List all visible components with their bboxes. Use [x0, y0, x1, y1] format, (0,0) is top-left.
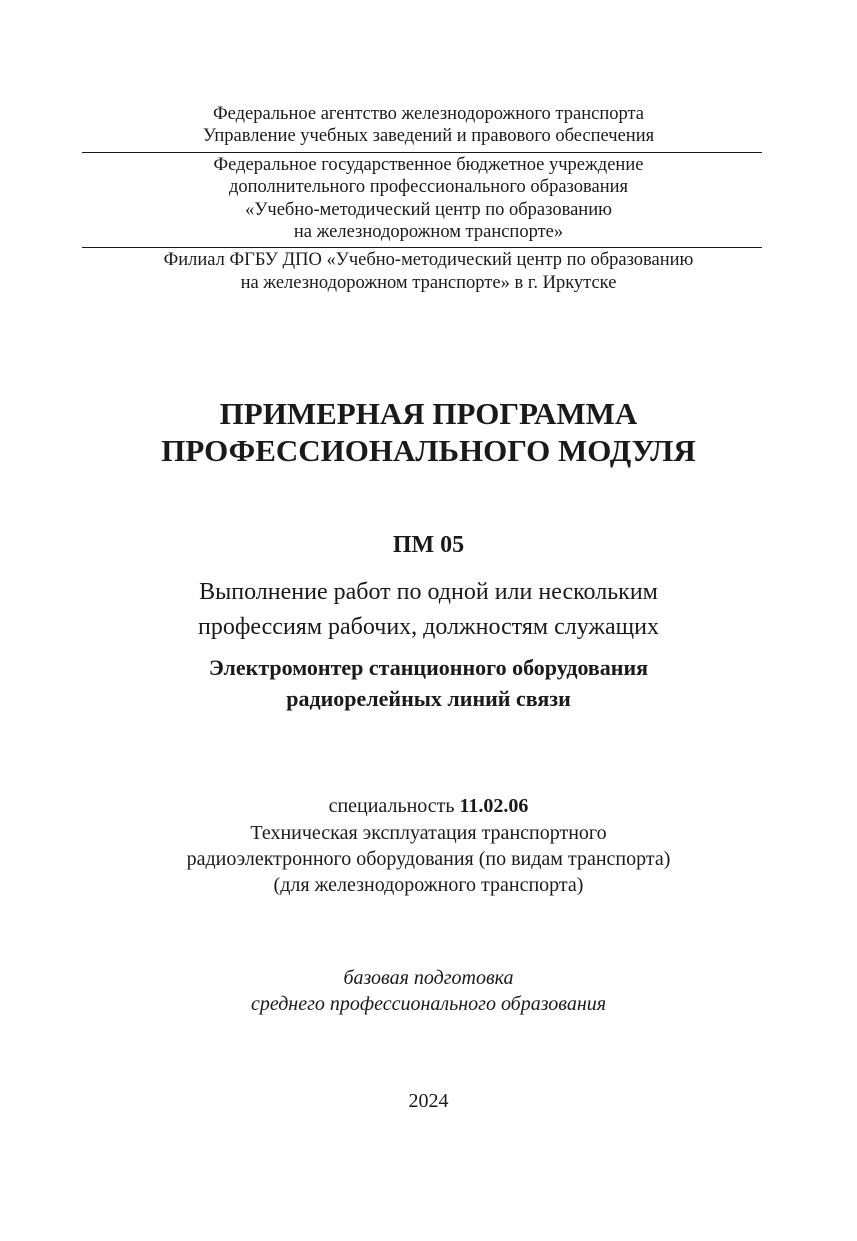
- institution-line: на железнодорожном транспорте»: [293, 222, 564, 242]
- specialty-heading: [0, 794, 857, 818]
- training-level: среднего профессионального образования: [250, 993, 607, 1015]
- publication-year: 2024: [408, 1090, 449, 1112]
- specialty-name: (для железнодорожного транспорта): [273, 874, 584, 896]
- module-name: Выполнение работ по одной или нескольким: [199, 579, 658, 605]
- agency-name: Федеральное агентство железнодорожного транспорта: [212, 104, 644, 124]
- training-level: базовая подготовка: [343, 967, 514, 989]
- profession-name: Электромонтер станционного оборудования: [208, 655, 649, 680]
- branch-line: на железнодорожном транспорте» в г. Иркутске: [240, 273, 617, 293]
- module-name: профессиям рабочих, должностям служащих: [198, 614, 659, 640]
- specialty-code: 11.02.06: [459, 795, 529, 817]
- header-divider-2: [82, 247, 762, 248]
- specialty-name: Техническая эксплуатация транспортного: [250, 822, 607, 844]
- branch-line: Филиал ФГБУ ДПО «Учебно-методический центр по образованию: [163, 250, 694, 270]
- agency-department: Управление учебных заведений и правового обеспечения: [202, 126, 655, 146]
- profession-name: радиорелейных линий связи: [286, 686, 571, 711]
- header-divider-1: [82, 152, 762, 153]
- specialty-name: радиоэлектронного оборудования (по видам транспорта): [186, 848, 671, 870]
- module-code: ПМ 05: [392, 532, 465, 558]
- specialty-label: специальность: [328, 795, 455, 817]
- page-title: ПРИМЕРНАЯ ПРОГРАММА: [219, 396, 638, 431]
- institution-line: дополнительного профессионального образования: [228, 177, 629, 197]
- institution-line: Федеральное государственное бюджетное учреждение: [213, 155, 644, 175]
- page-title: ПРОФЕССИОНАЛЬНОГО МОДУЛЯ: [161, 433, 696, 468]
- institution-line: «Учебно-методический центр по образованию: [245, 200, 612, 220]
